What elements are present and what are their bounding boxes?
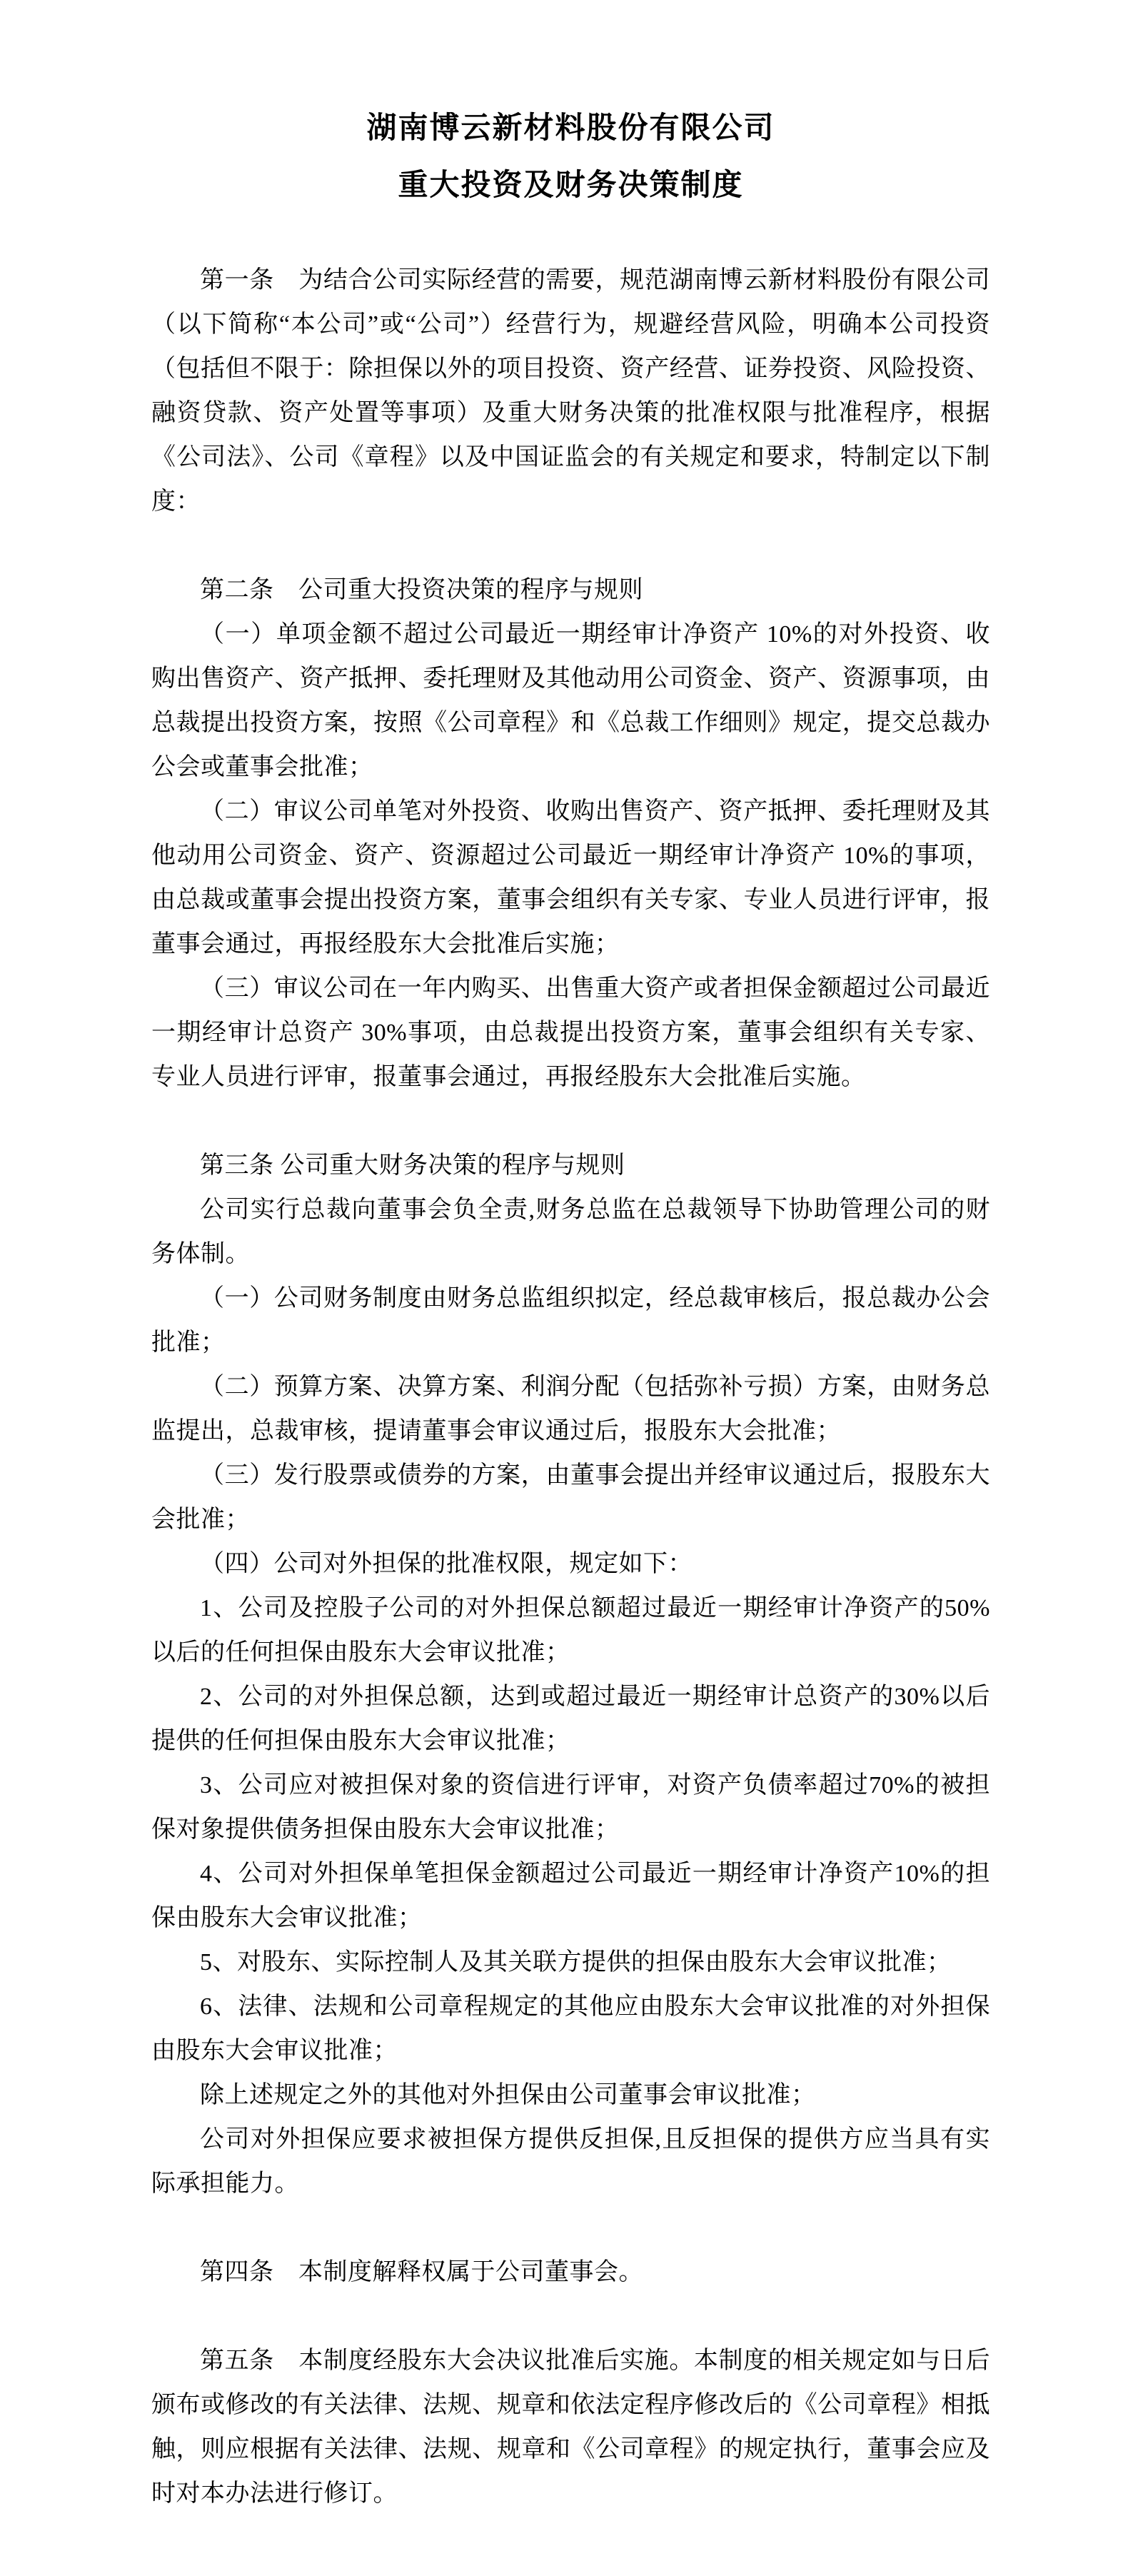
paragraph: 第五条 本制度经股东大会决议批准后实施。本制度的相关规定如与日后颁布或修改的有关法律、法规、规章和依法定程序修改后的《公司章程》相抵触，则应根据有关法律、法规、规章和《公司章程》的规定执行，董事会应及时对本办法进行修订。 <box>151 2348 990 2507</box>
paragraph: （一）单项金额不超过公司最近一期经审计净资产 10%的对外投资、收购出售资产、资产抵押、委托理财及其他动用公司资金、资产、资源事项，由总裁提出投资方案，按照《公司章程》和《总裁工作细则》规定，提交总裁办公会或董事会批准； <box>151 621 990 780</box>
paragraph: 公司对外担保应要求被担保方提供反担保,且反担保的提供方应当具有实际承担能力。 <box>151 2126 990 2197</box>
paragraph: 6、法律、法规和公司章程规定的其他应由股东大会审议批准的对外担保由股东大会审议批准； <box>151 1993 990 2064</box>
paragraph: 5、对股东、实际控制人及其关联方提供的担保由股东大会审议批准； <box>200 1949 952 1976</box>
paragraph: 除上述规定之外的其他对外担保由公司董事会审议批准； <box>200 2082 816 2108</box>
paragraph: （一）公司财务制度由财务总监组织拟定，经总裁审核后，报总裁办公会批准； <box>151 1285 990 1356</box>
paragraph: （三）发行股票或债券的方案，由董事会提出并经审议通过后，报股东大会批准； <box>151 1462 990 1533</box>
paragraph: 第四条 本制度解释权属于公司董事会。 <box>200 2259 643 2285</box>
paragraph: 1、公司及控股子公司的对外担保总额超过最近一期经审计净资产的50%以后的任何担保由股东大会审议批准； <box>151 1595 990 1666</box>
paragraph: 3、公司应对被担保对象的资信进行评审，对资产负债率超过70%的被担保对象提供债务担保由股东大会审议批准； <box>151 1772 990 1843</box>
paragraph: 2、公司的对外担保总额，达到或超过最近一期经审计总资产的30%以后提供的任何担保由股东大会审议批准； <box>151 1684 990 1754</box>
document-subtitle: 重大投资及财务决策制度 <box>398 169 744 202</box>
document-body <box>151 258 990 2516</box>
paragraph: （四）公司对外担保的批准权限，规定如下： <box>200 1551 693 1577</box>
paragraph: 第二条 公司重大投资决策的程序与规则 <box>200 577 643 603</box>
paragraph: （二）审议公司单笔对外投资、收购出售资产、资产抵押、委托理财及其他动用公司资金、资产、资源超过公司最近一期经审计净资产 10%的事项，由总裁或董事会提出投资方案，董事会组织有关专家、专业人员进行评审，报董事会通过，再报经股东大会批准后实施； <box>151 798 990 957</box>
paragraph: 公司实行总裁向董事会负全责,财务总监在总裁领导下协助管理公司的财务体制。 <box>151 1197 990 1267</box>
paragraph: （二）预算方案、决算方案、利润分配（包括弥补亏损）方案，由财务总监提出，总裁审核，提请董事会审议通过后，报股东大会批准； <box>151 1374 990 1444</box>
paragraph: （三）审议公司在一年内购买、出售重大资产或者担保金额超过公司最近一期经审计总资产 30%事项，由总裁提出投资方案，董事会组织有关专家、专业人员进行评审，报董事会通过，再报经股东大会批准后实施。 <box>151 975 990 1090</box>
paragraph: 第一条 为结合公司实际经营的需要，规范湖南博云新材料股份有限公司（以下简称“本公司”或“公司”）经营行为，规避经营风险，明确本公司投资（包括但不限于：除担保以外的项目投资、资产经营、证券投资、风险投资、融资贷款、资产处置等事项）及重大财务决策的批准权限与批准程序，根据《公司法》、公司《章程》以及中国证监会的有关规定和要求，特制定以下制度： <box>151 267 990 515</box>
paragraph: 第三条 公司重大财务决策的程序与规则 <box>200 1152 625 1179</box>
paragraph: 4、公司对外担保单笔担保金额超过公司最近一期经审计净资产10%的担保由股东大会审议批准； <box>151 1861 990 1931</box>
document-title: 湖南博云新材料股份有限公司 <box>366 112 775 145</box>
